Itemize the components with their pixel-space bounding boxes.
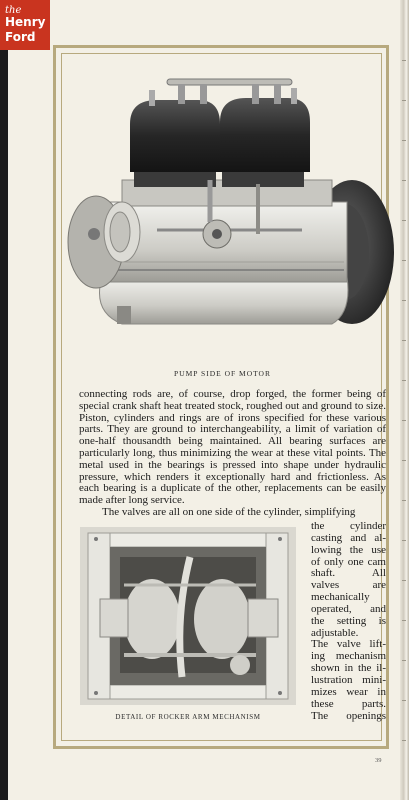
figure-caption-rocker-arm: DETAIL OF ROCKER ARM MECHANISM (115, 713, 261, 721)
side-text-line: operated, and (311, 602, 386, 615)
spine-tick (402, 740, 406, 741)
body-text (79, 389, 386, 519)
spine-tick (402, 660, 406, 661)
spine-tick (402, 260, 406, 261)
side-text-line: casting and al- (311, 531, 386, 544)
side-text-line: lustration mini- (311, 673, 386, 686)
paragraph-valves-start: The valves are all on one side of the cylinder, simplifying (102, 505, 356, 518)
paragraph-bearings: connecting rods are, of course, drop forged, the former being of special crank shaft heat treated stock, roughed out and ground to size. Piston, cylinders and rings are of irons specified for these various parts. They are ground to interchangeability, a limit of variation of one-half thousandth being maintained. All bearing surfaces are particularly long, thus minimizing the wear at these vital points. The metal used in the bearings is pressed into shape under hydraulic pressure, which renders it exceptionally hard and frictionless. As each bearing is a duplicate of the other, replacements can be easily made after long service. (79, 388, 386, 507)
side-text-line: mechanically (311, 591, 370, 604)
spine-tick (402, 220, 406, 221)
side-text-line: lowing the use (311, 543, 386, 556)
engine-photo (62, 62, 397, 362)
side-text-line: adjustable. (311, 626, 359, 639)
spine-tick (402, 300, 406, 301)
logo-henry: Henry (5, 15, 46, 29)
spine-tick (402, 540, 406, 541)
logo-ford: Ford (5, 30, 36, 44)
side-text-line: of only one cam (311, 555, 386, 568)
book-spine-edge (400, 0, 409, 800)
spine-tick (402, 460, 406, 461)
spine-tick (402, 180, 406, 181)
side-text-line: shaft. All (311, 567, 386, 580)
side-text-line: ing mechanism (311, 650, 386, 663)
spine-tick (402, 380, 406, 381)
side-text-line: mizes wear in (311, 685, 386, 698)
spine-tick (402, 500, 406, 501)
spine-tick (402, 620, 406, 621)
side-text-line: valves are (311, 579, 386, 592)
side-text-line: shown in the il- (311, 662, 386, 675)
spine-tick (402, 140, 406, 141)
side-column-text (311, 521, 386, 722)
spine-tick (402, 340, 406, 341)
logo-the: the (5, 5, 22, 16)
henry-ford-logo[interactable] (0, 0, 50, 50)
spine-tick (402, 700, 406, 701)
spine-tick (402, 100, 406, 101)
spine-tick (402, 420, 406, 421)
figure-caption-pump-side: PUMP SIDE OF MOTOR (174, 369, 271, 378)
spine-tick (402, 580, 406, 581)
page-number: 39 (375, 757, 382, 764)
side-text-line: the setting is (311, 614, 386, 627)
side-text-line: these parts. (311, 697, 386, 710)
side-text-line: The openings (311, 709, 386, 722)
rocker-arm-photo (80, 527, 296, 705)
spine-tick (402, 60, 406, 61)
side-text-line: the cylinder (311, 520, 386, 532)
side-text-line: The valve lift- (311, 638, 386, 651)
